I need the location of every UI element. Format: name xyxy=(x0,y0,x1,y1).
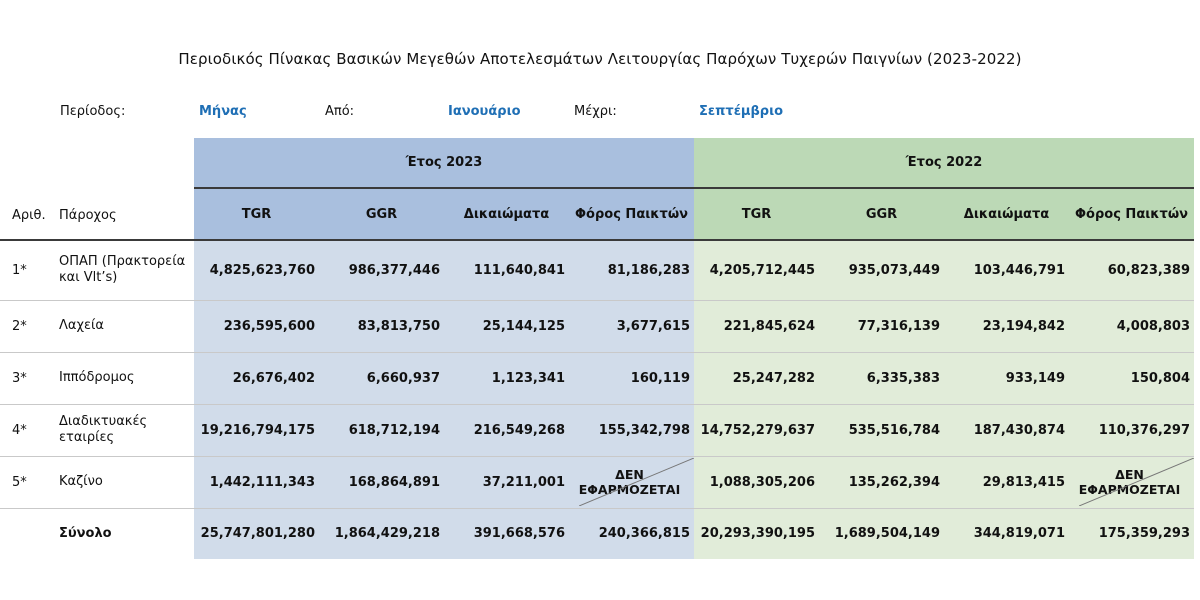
period-value[interactable]: Μήνας xyxy=(199,104,247,119)
value-cell: 986,377,446 xyxy=(348,262,440,278)
value-cell: 168,864,891 xyxy=(348,474,440,490)
strike-diagonal xyxy=(579,458,694,506)
col-header-provider: Πάροχος xyxy=(59,207,117,223)
value-cell: 25,247,282 xyxy=(732,370,815,386)
value-cell: 77,316,139 xyxy=(857,318,940,334)
total-value-cell: 20,293,390,195 xyxy=(700,525,815,541)
col-header-num: Αριθ. xyxy=(12,207,46,223)
value-cell: 135,262,394 xyxy=(848,474,940,490)
col-header-player-tax-2022: Φόρος Παικτών xyxy=(1074,207,1188,222)
col-header-ggr-2022: GGR xyxy=(865,207,898,222)
total-value-cell: 1,864,429,218 xyxy=(334,525,440,541)
provider-name: Ιππόδρομος xyxy=(59,370,135,385)
provider-name: ΟΠΑΠ (Πρακτορεία και Vlt’s) xyxy=(59,254,186,285)
value-cell: 1,442,111,343 xyxy=(209,474,315,490)
value-cell: 6,335,383 xyxy=(866,370,940,386)
value-cell: 618,712,194 xyxy=(348,422,440,438)
value-cell: 6,660,937 xyxy=(366,370,440,386)
value-cell: 4,825,623,760 xyxy=(209,262,315,278)
total-label: Σύνολο xyxy=(59,525,112,541)
value-cell: 29,813,415 xyxy=(982,474,1065,490)
year-2023-header: Έτος 2023 xyxy=(405,155,483,170)
value-cell: 19,216,794,175 xyxy=(200,422,315,438)
row-number: 1* xyxy=(12,262,27,278)
period-label: Περίοδος: xyxy=(60,104,126,119)
col-header-ggr-2023: GGR xyxy=(365,207,398,222)
row-number: 3* xyxy=(12,370,27,386)
value-cell: 83,813,750 xyxy=(357,318,440,334)
value-cell: 37,211,001 xyxy=(482,474,565,490)
col-header-tgr-2023: TGR xyxy=(241,207,272,222)
total-value-cell: 240,366,815 xyxy=(598,525,690,541)
total-value-cell: 1,689,504,149 xyxy=(834,525,940,541)
value-cell: 1,123,341 xyxy=(491,370,565,386)
value-cell: 3,677,615 xyxy=(616,318,690,334)
provider-name: Καζίνο xyxy=(59,474,103,489)
from-value[interactable]: Ιανουάριο xyxy=(448,104,521,119)
value-cell: 221,845,624 xyxy=(723,318,815,334)
col-header-royalties-2023: Δικαιώματα xyxy=(463,207,550,222)
value-cell: 535,516,784 xyxy=(848,422,940,438)
value-cell: 81,186,283 xyxy=(607,262,690,278)
provider-name: Διαδικτυακές εταιρίες xyxy=(59,414,148,445)
col-header-player-tax-2023: Φόρος Παικτών xyxy=(574,207,688,222)
row-number: 5* xyxy=(12,474,27,490)
value-cell: 111,640,841 xyxy=(473,262,565,278)
value-cell: 4,205,712,445 xyxy=(709,262,815,278)
value-cell: 25,144,125 xyxy=(482,318,565,334)
period-filter xyxy=(0,104,1200,124)
row-number: 2* xyxy=(12,318,27,334)
value-cell: 26,676,402 xyxy=(232,370,315,386)
value-cell: 933,149 xyxy=(1005,370,1065,386)
value-cell: 216,549,268 xyxy=(473,422,565,438)
total-value-cell: 25,747,801,280 xyxy=(200,525,315,541)
value-cell: 935,073,449 xyxy=(848,262,940,278)
provider-name: Λαχεία xyxy=(59,318,104,333)
value-cell: 1,088,305,206 xyxy=(709,474,815,490)
row-number: 4* xyxy=(12,422,27,438)
value-cell: 187,430,874 xyxy=(973,422,1065,438)
total-value-cell: 344,819,071 xyxy=(973,525,1065,541)
divider xyxy=(194,187,1194,189)
value-cell: 103,446,791 xyxy=(973,262,1065,278)
year-2022-header: Έτος 2022 xyxy=(905,155,983,170)
value-cell: 23,194,842 xyxy=(982,318,1065,334)
col-header-tgr-2022: TGR xyxy=(741,207,772,222)
to-label: Μέχρι: xyxy=(574,104,617,119)
col-header-royalties-2022: Δικαιώματα xyxy=(963,207,1050,222)
strike-diagonal xyxy=(1079,458,1194,506)
value-cell: 155,342,798 xyxy=(598,422,690,438)
value-cell: 160,119 xyxy=(630,370,690,386)
page-title: Περιοδικός Πίνακας Βασικών Μεγεθών Αποτελεσμάτων Λειτουργίας Παρόχων Τυχερών Παιγνίων (2023-2022) xyxy=(178,50,1022,68)
total-value-cell: 391,668,576 xyxy=(473,525,565,541)
value-cell: 110,376,297 xyxy=(1098,422,1190,438)
value-cell: 14,752,279,637 xyxy=(700,422,815,438)
total-value-cell: 175,359,293 xyxy=(1098,525,1190,541)
value-cell: 60,823,389 xyxy=(1107,262,1190,278)
to-value[interactable]: Σεπτέμβριο xyxy=(699,104,784,119)
not-applicable-cell: ΔΕΝ ΕΦΑΡΜΟΖΕΤΑΙ xyxy=(578,467,681,497)
value-cell: 236,595,600 xyxy=(223,318,315,334)
from-label: Από: xyxy=(325,104,355,119)
value-cell: 4,008,803 xyxy=(1116,318,1190,334)
not-applicable-cell: ΔΕΝ ΕΦΑΡΜΟΖΕΤΑΙ xyxy=(1078,467,1181,497)
value-cell: 150,804 xyxy=(1130,370,1190,386)
